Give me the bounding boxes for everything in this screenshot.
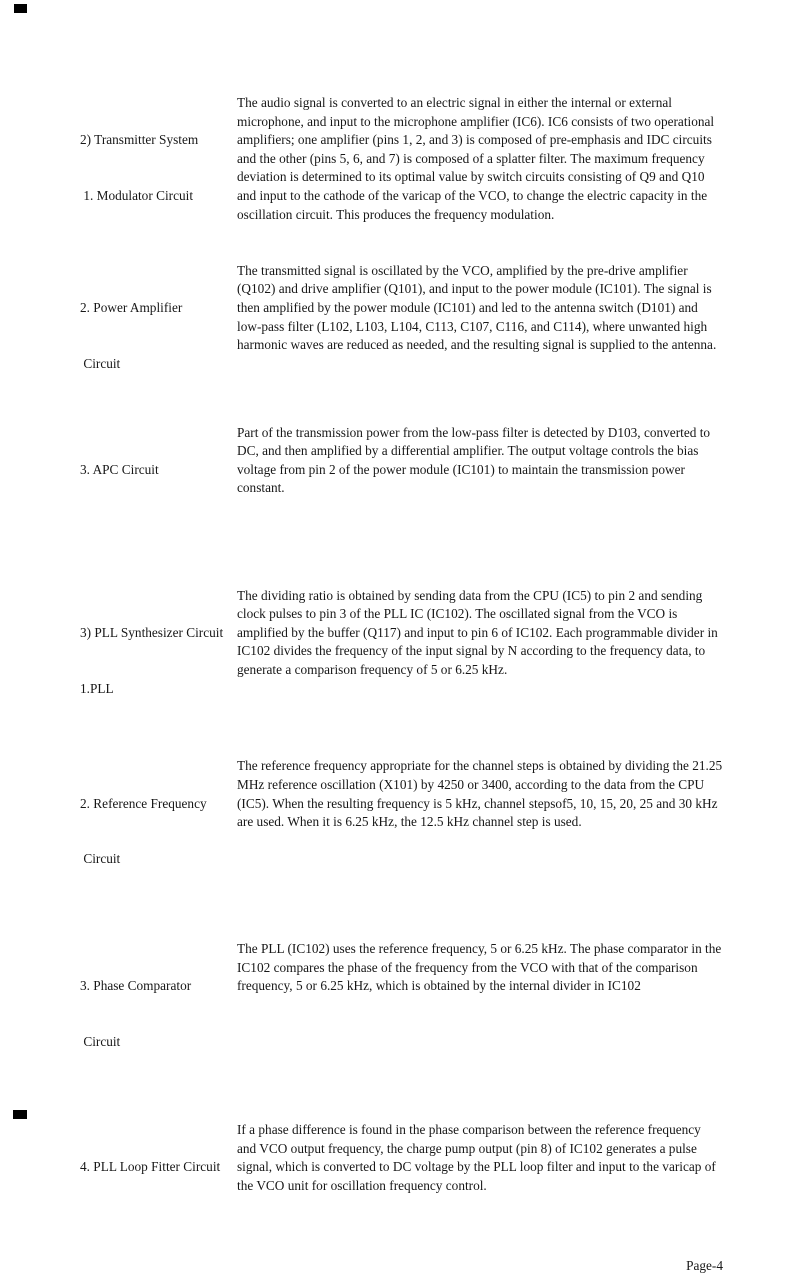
section-body: The transmitted signal is oscillated by the VCO, amplified by the pre-drive amplifier (Q102) and drive amplifier (Q101), and input to the power module (IC101). The signal is then amplified by the power module (IC101) and led to the antenna switch (D101) and low-pass filter (L102, L103, L104, C113, C107, C116, and C114), where unwanted high harmonic waves are reduced as needed, and the resulting signal is supplied to the antenna. [237,262,717,353]
section-power-amplifier [80,262,723,411]
section-label-line: 1. Modulator Circuit [80,187,194,203]
section-reference-frequency [80,757,723,906]
section-body: The dividing ratio is obtained by sending data from the CPU (IC5) to pin 2 and sending clock pulses to pin 3 of the PLL IC (IC102). The oscillated signal from the VCO is amplified by the buffer (Q117) and input to pin 6 of IC102. Each programmable divider in IC102 divides the frequency of the input signal by N according to the frequency data, to generate a comparison frequency of 5 or 6.25 kHz. [237,587,718,678]
section-label [80,1121,237,1251]
section-label [80,94,237,243]
section-label [80,757,237,906]
section-label-line: 3. APC Circuit [80,461,159,477]
section-label-line: 2. Reference Frequency [80,795,207,811]
section-label [80,262,237,411]
scan-mark-bottom [13,1110,27,1119]
section-body: The PLL (IC102) uses the reference frequency, 5 or 6.25 kHz. The phase comparator in the IC102 compares the phase of the frequency from the VCO with that of the comparison frequency, 5 or 6.25 kHz, which is obtained by the internal divider in IC102 [237,941,722,994]
page-number: Page-4 [686,1258,723,1274]
section-label-line: 1.PLL [80,680,114,696]
scan-mark-top [14,4,27,13]
section-transmitter-system [80,94,723,243]
section-phase-comparator [80,940,723,1089]
section-label [80,424,237,554]
section-label-line: 3. Phase Comparator [80,978,192,994]
section-apc-circuit [80,424,723,554]
section-body: If a phase difference is found in the phase comparison between the reference frequency and VCO output frequency, the charge pump output (pin 8) of IC102 generates a pulse signal, which is converted to DC voltage by the PLL loop filter and input to the varicap of the VCO unit for oscillation frequency control. [237,1121,716,1193]
section-label [80,587,237,736]
section-pll-synthesizer [80,587,723,736]
section-body: The audio signal is converted to an electric signal in either the internal or external microphone, and input to the microphone amplifier (IC6). IC6 consists of two operational amplifiers; one amplifier (pins 1, 2, and 3) is composed of pre-emphasis and IDC circuits and the other (pins 5, 6, and 7) is composed of a splatter filter. The maximum frequency deviation is determined to its optimal value by switch circuits consisting of Q9 and Q10 and input to the cathode of the varicap of the VCO, to change the electric capacity in the oscillation circuit. This produces the frequency modulation. [237,95,715,222]
section-label-line: Circuit [80,851,121,867]
section-label [80,940,237,1089]
section-label-line: Circuit [80,1034,121,1050]
section-body: The reference frequency appropriate for the channel steps is obtained by dividing the 21.25 MHz reference oscillation (X101) by 4250 or 3400, according to the data from the CPU (IC5). When the resulting frequency is 5 kHz, channel stepsof5, 10, 15, 20, 25 and 30 kHz are used. When it is 6.25 kHz, the 12.5 kHz channel step is used. [237,758,723,830]
section-label-line: 2. Power Amplifier [80,299,183,315]
section-body: Part of the transmission power from the low-pass filter is detected by D103, converted to DC, and then amplified by a differential amplifier. The output voltage controls the bias voltage from pin 2 of the power module (IC101) to maintain the transmission power constant. [237,424,711,496]
section-label-line: 4. PLL Loop Fitter Circuit [80,1159,221,1175]
section-label-line: Circuit [80,355,121,371]
section-label-line: 3) PLL Synthesizer Circuit [80,624,224,640]
section-pll-loop-filter [80,1121,723,1251]
section-label-line: 2) Transmitter System [80,132,199,148]
